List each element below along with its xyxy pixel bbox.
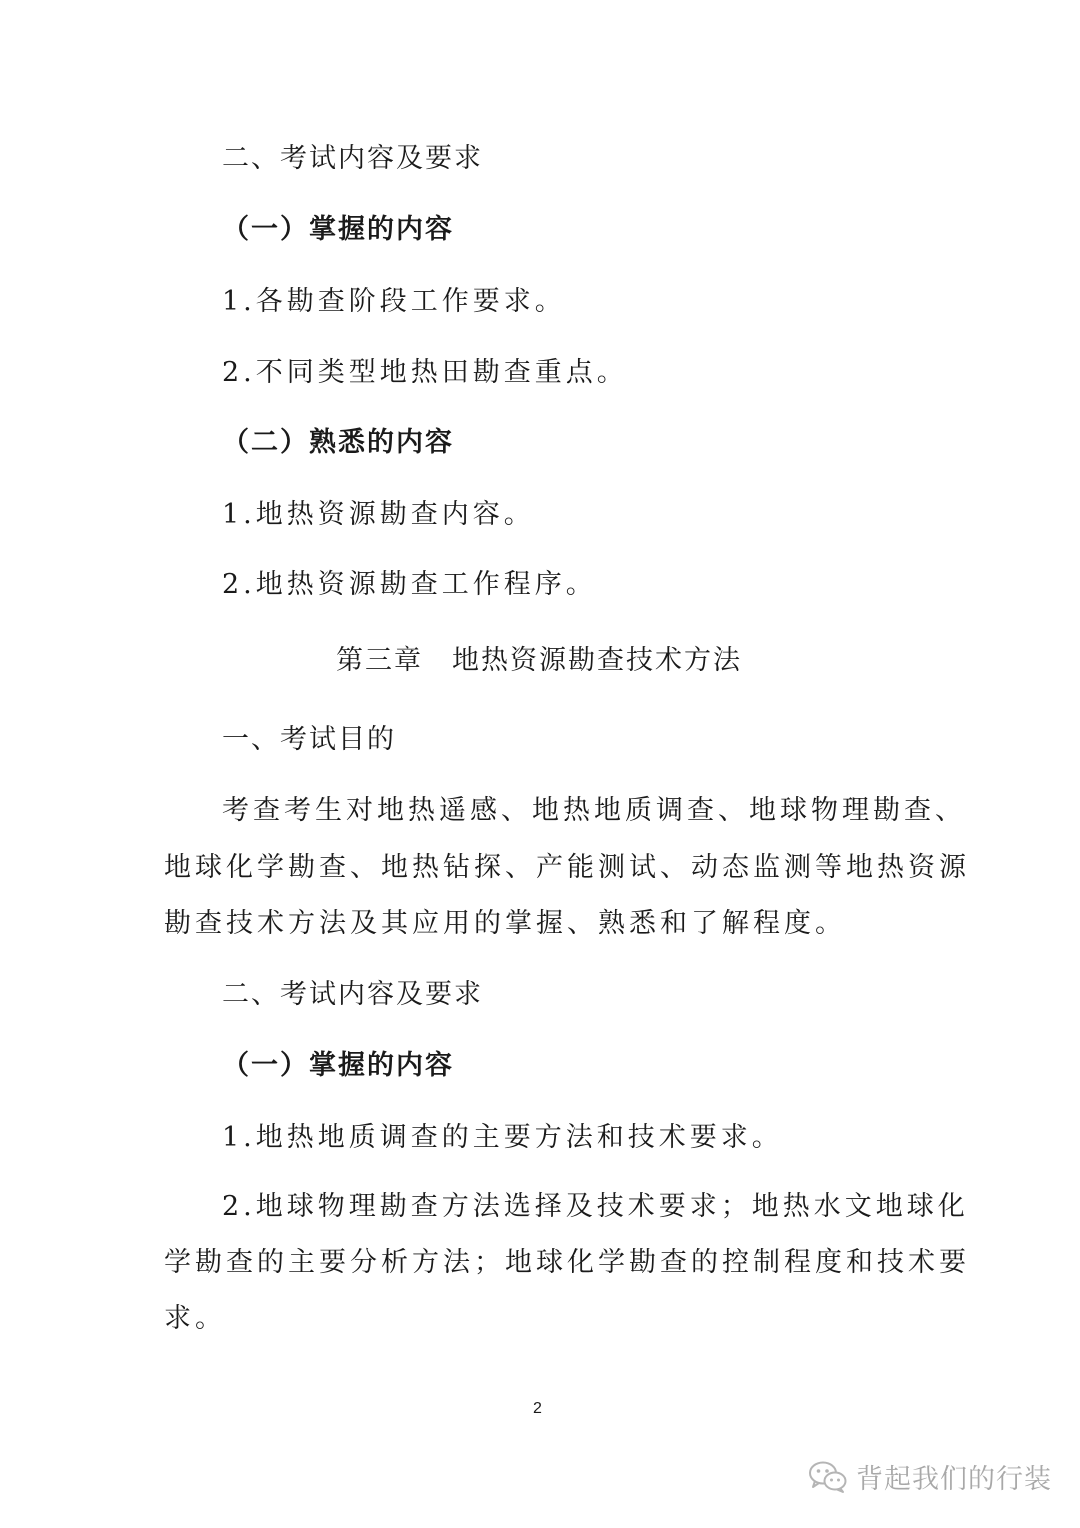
list-item: 2.不同类型地热田勘查重点。 <box>222 357 628 388</box>
page-number: 2 <box>533 1400 542 1417</box>
paragraph-line: 学勘查的主要分析方法；地球化学勘查的控制程度和技术要 <box>164 1247 970 1278</box>
paragraph-line: 考查考生对地热遥感、地热地质调查、地球物理勘查、 <box>222 795 966 826</box>
paragraph-line: 勘查技术方法及其应用的掌握、熟悉和了解程度。 <box>164 908 846 939</box>
watermark-text: 背起我们的行装 <box>856 1464 1052 1495</box>
section-heading-exam-purpose: 一、考试目的 <box>222 724 396 755</box>
list-item: 1.各勘查阶段工作要求。 <box>222 286 566 317</box>
list-item: 1.地热资源勘查内容。 <box>222 499 535 530</box>
watermark <box>808 1457 1052 1496</box>
wechat-icon <box>808 1460 848 1494</box>
paragraph-line: 2.地球物理勘查方法选择及技术要求；地热水文地球化 <box>222 1191 969 1222</box>
section-heading-exam-content: 二、考试内容及要求 <box>222 143 483 174</box>
section-heading-exam-content: 二、考试内容及要求 <box>222 979 483 1010</box>
paragraph-line: 地球化学勘查、地热钻探、产能测试、动态监测等地热资源 <box>164 852 970 883</box>
subheading-master-content: （一）掌握的内容 <box>222 1050 454 1081</box>
list-item: 1.地热地质调查的主要方法和技术要求。 <box>222 1122 783 1153</box>
paragraph-line: 求。 <box>164 1303 226 1334</box>
list-item: 2.地热资源勘查工作程序。 <box>222 569 597 600</box>
chapter-title: 第三章 地热资源勘查技术方法 <box>336 645 742 676</box>
subheading-familiar-content: （二）熟悉的内容 <box>222 427 454 458</box>
subheading-master-content: （一）掌握的内容 <box>222 214 454 245</box>
